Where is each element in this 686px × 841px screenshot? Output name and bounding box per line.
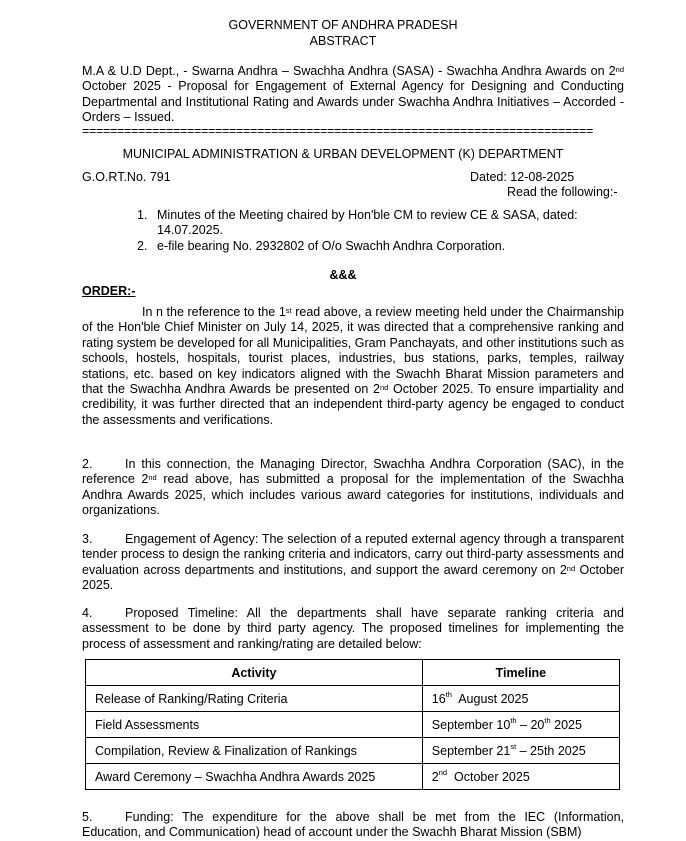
activity-cell: Field Assessments xyxy=(86,712,423,738)
reference-item: 2. e-file bearing No. 2932802 of O/o Swachh Andhra Corporation. xyxy=(137,239,506,253)
order-heading: ORDER:- xyxy=(82,284,136,298)
timeline-cell: 2nd October 2025 xyxy=(422,764,619,790)
divider-symbol: &&& xyxy=(329,268,357,282)
paragraph-3: 3. Engagement of Agency: The selection of a reputed external agency through a transparent tender process to design the ranking criteria and indicators, carry out third-party assessments and evaluation across departments and institutions, and support the award ceremony on 2nd October 2025. xyxy=(82,532,625,593)
abstract-title: ABSTRACT xyxy=(309,34,377,48)
table-row xyxy=(86,712,620,738)
paragraph-5: 5. Funding: The expenditure for the above shall be met from the IEC (Information, Education, and Communication) head of account under the Swachh Bharat Mission (SBM) xyxy=(82,810,624,840)
dated: Dated: 12-08-2025 xyxy=(470,170,575,184)
go-number: G.O.RT.No. 791 xyxy=(82,170,171,184)
timeline-cell: September 21st – 25th 2025 xyxy=(422,738,619,764)
paragraph-2: 2. In this connection, the Managing Director, Swachha Andhra Corporation (SAC), in the reference 2nd read above, has submitted a proposal for the implementation of the Swachha Andhra Awards 2025, which includes various award categories for institutions, individuals and organizations. xyxy=(82,457,624,518)
references-list xyxy=(137,208,624,255)
table-row xyxy=(86,738,620,764)
activity-cell: Award Ceremony – Swachha Andhra Awards 2025 xyxy=(86,764,423,790)
table-row xyxy=(86,764,620,790)
column-header-activity: Activity xyxy=(86,660,423,686)
activity-cell: Release of Ranking/Rating Criteria xyxy=(86,686,423,712)
table-row xyxy=(86,686,620,712)
separator-line: ========================================================================= xyxy=(82,124,593,138)
read-following: Read the following:- xyxy=(507,185,618,199)
government-title: GOVERNMENT OF ANDHRA PRADESH xyxy=(228,18,458,32)
subject-paragraph: M.A & U.D Dept., - Swarna Andhra – Swachha Andhra (SASA) - Swachha Andhra Awards on 2nd October 2025 - Proposal for Engagement of External Agency for Designing and Conducting Departmental and Institutional Rating and Awards under Swachha Andhra Initiatives – Accorded - Orders – Issued. xyxy=(82,64,624,125)
timeline-table xyxy=(85,659,620,790)
paragraph-1: In n the reference to the 1st read above, a review meeting held under the Chairmanship of the Hon'ble Chief Minister on July 14, 2025, it was directed that a comprehensive ranking and rating system be developed for all Municipalities, Gram Panchayats, and other institutions such as schools, hostels, hospitals, tourist places, industries, bus stations, parks, temples, railway stations, etc. based on key indicators aligned with the Swachh Bharat Mission parameters and that the Swachha Andhra Awards be presented on 2nd October 2025. To ensure impartiality and credibility, it was further directed that an independent third-party agency be engaged to conduct the assessments and verifications. xyxy=(82,305,624,427)
column-header-timeline: Timeline xyxy=(422,660,619,686)
activity-cell: Compilation, Review & Finalization of Rankings xyxy=(86,738,423,764)
paragraph-4: 4. Proposed Timeline: All the departments shall have separate ranking criteria and assessment to be done by third party agency. The proposed timelines for implementing the process of assessment and ranking/rating are detailed below: xyxy=(82,606,624,651)
timeline-cell: September 10th – 20th 2025 xyxy=(422,712,619,738)
reference-item: 1. Minutes of the Meeting chaired by Hon'ble CM to review CE & SASA, dated: 14.07.2025. xyxy=(137,208,578,237)
header-block xyxy=(0,17,686,49)
timeline-cell: 16th August 2025 xyxy=(422,686,619,712)
table-header-row xyxy=(86,660,620,686)
department-title: MUNICIPAL ADMINISTRATION & URBAN DEVELOPMENT (K) DEPARTMENT xyxy=(122,147,564,161)
